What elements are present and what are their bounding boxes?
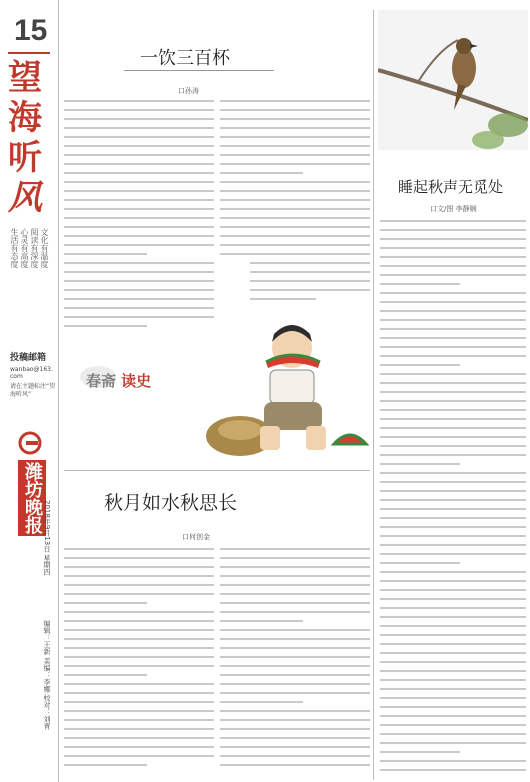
article1-title: 一饮三百杯 [140, 48, 230, 69]
left-sidebar [0, 0, 56, 782]
watermelon-illustration [200, 318, 370, 468]
section-label-leaf [80, 366, 116, 388]
article1-col2 [220, 100, 370, 260]
contact-label: 投稿邮箱 [10, 353, 47, 363]
article2-byline: 口何创金 [182, 533, 210, 541]
article3-byline: 口文/图 李静娴 [430, 205, 477, 213]
section-label-small: 春斋 [86, 372, 117, 390]
article1-col1-lower [64, 280, 214, 340]
slogan-2: 阅读有深度 [30, 228, 39, 268]
article1-title-rule [124, 70, 274, 71]
article2-title-rule [64, 470, 370, 471]
section-label-big: 读史 [121, 372, 152, 390]
bird-on-branch-icon [378, 10, 528, 150]
publisher-name: 潍坊晚报 [18, 460, 46, 536]
sidebar-divider [58, 0, 59, 782]
contact-email[interactable]: wanbao@163.com [10, 366, 53, 380]
sidebar-rule [8, 52, 50, 54]
article2-title: 秋月如水秋思长 [104, 492, 238, 514]
article1-byline: 口孙涛 [178, 87, 199, 95]
contact-note: 请在主题标注“望海听风” [10, 383, 56, 398]
page-number: 15 [14, 14, 48, 47]
slogan-4: 生活有态度 [10, 228, 19, 268]
column-name: 望 海 听 风 [8, 58, 42, 218]
slogan-1: 文化有温度 [40, 228, 49, 268]
boy-eating-watermelon-icon [200, 318, 370, 468]
column-divider [373, 10, 374, 780]
contact-block [10, 350, 56, 399]
bird-photo [378, 10, 528, 150]
article2-col2 [220, 548, 370, 776]
slogan-3: 心灵有高度 [20, 228, 29, 268]
logo-icon [18, 430, 42, 456]
newspaper-logo [18, 430, 42, 456]
article2-col1 [64, 548, 214, 776]
date-line: 2018年9月13日 星期四 [43, 500, 51, 576]
article3-title: 睡起秋声无觅处 [398, 178, 504, 196]
article3-col [380, 220, 526, 776]
article1-col1 [64, 100, 214, 275]
editor-line: 编辑：王新 美编：李娜 校对：刘青 [43, 620, 51, 730]
article1-col2-lower [250, 262, 370, 312]
